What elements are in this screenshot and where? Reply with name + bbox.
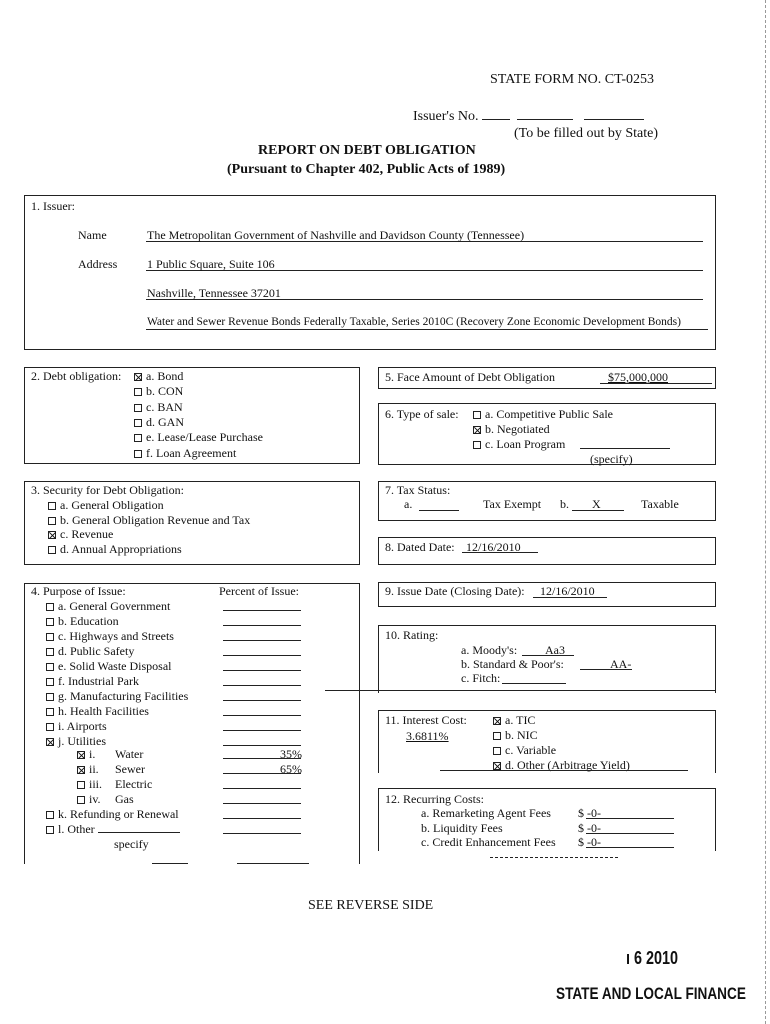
purpose-item-label: h. Health Facilities [58,704,149,718]
interest-option-label: d. Other (Arbitrage Yield) [505,758,630,772]
security-option [48,513,250,528]
utility-item [77,762,145,777]
purpose-label: 4. Purpose of Issue: [31,584,126,598]
interest-label: 11. Interest Cost: [385,713,467,727]
utility-label: Electric [115,777,153,791]
fitch-label: c. Fitch: [461,671,501,685]
sale-option-label: c. Loan Program [485,437,566,451]
sale-option [473,407,613,422]
checkbox[interactable] [46,633,54,641]
utility-num: iii. [89,777,103,791]
value-line [586,818,674,819]
checkbox[interactable] [46,708,54,716]
received-stamp-office: STATE AND LOCAL FINANCE [556,984,746,1003]
interest-option [493,728,538,743]
debt-obligation-label: 2. Debt obligation: [31,369,122,383]
page-subtitle: (Pursuant to Chapter 402, Public Acts of 1989) [227,162,506,177]
sale-option-label: b. Negotiated [485,422,550,436]
percent-line [223,715,301,716]
purpose-item [46,644,134,659]
tax-b-label: b. [560,497,569,511]
security-option-label: d. Annual Appropriations [60,541,182,556]
percent-line [223,700,301,701]
rating-label: 10. Rating: [385,628,439,642]
utility-label: Water [115,747,144,761]
debt-option-label: f. Loan Agreement [146,445,237,460]
debt-option-label: e. Lease/Lease Purchase [146,430,263,445]
checkbox[interactable] [134,404,142,412]
percent-line [223,788,301,789]
recurring-item-value: $ -0- [578,835,601,849]
checkbox[interactable] [134,434,142,442]
checkbox[interactable] [77,796,85,804]
dated-date-value: 12/16/2010 [466,540,521,554]
checkbox[interactable] [493,762,501,770]
interest-option-label: c. Variable [505,743,557,757]
issue-date-value: 12/16/2010 [540,584,595,598]
specify-label: specify [114,837,149,851]
checkbox[interactable] [46,693,54,701]
issuer-name: The Metropolitan Government of Nashville and Davidson County (Tennessee) [147,228,525,242]
utility-item [77,792,134,807]
debt-option [134,430,263,445]
checkbox[interactable] [473,426,481,434]
checkbox[interactable] [493,732,501,740]
checkbox[interactable] [77,751,85,759]
dated-date-label: 8. Dated Date: [385,540,455,554]
purpose-item-label: e. Solid Waste Disposal [58,659,172,673]
recurring-label: 12. Recurring Costs: [385,792,484,806]
purpose-item-label: g. Manufacturing Facilities [58,689,189,703]
sale-option [473,422,550,437]
sp-label: b. Standard & Poor's: [461,657,564,671]
page-title: REPORT ON DEBT OBLIGATION [258,143,476,158]
taxable-label: Taxable [641,497,679,511]
checkbox[interactable] [46,826,54,834]
utility-percent: 65% [280,762,302,776]
filled-note: (To be filled out by State) [514,126,659,141]
security-option [48,527,113,542]
interest-value: 3.6811% [406,729,449,743]
purpose-item [46,674,139,689]
checkbox[interactable] [46,618,54,626]
percent-line [223,655,301,656]
tax-a-label: a. [404,497,413,511]
checkbox[interactable] [46,648,54,656]
security-label: 3. Security for Debt Obligation: [31,483,184,497]
recurring-item-value: $ -0- [578,820,601,835]
value-line [586,847,674,848]
sale-option-label: a. Competitive Public Sale [485,407,613,421]
security-option [48,542,182,557]
checkbox[interactable] [46,663,54,671]
checkbox[interactable] [134,388,142,396]
security-option-label: c. Revenue [60,527,114,541]
taxable-mark: X [592,497,601,511]
utility-num: ii. [89,762,99,776]
other-item: l. Other [46,822,180,837]
percent-line [223,803,301,804]
moodys-label: a. Moody's: [461,643,518,657]
checkbox[interactable] [46,678,54,686]
percent-line [223,625,301,626]
recurring-item-value: $ -0- [578,806,601,820]
purpose-item-label: i. Airports [58,719,107,733]
checkbox[interactable] [46,723,54,731]
sale-specify: (specify) [590,452,633,466]
checkbox[interactable] [46,811,54,819]
checkbox[interactable] [473,441,481,449]
percent-line [223,685,301,686]
face-amount-value: $75,000,000 [608,370,668,384]
percent-line [223,610,301,611]
utility-item [77,777,152,792]
utility-label: Gas [115,792,134,806]
purpose-item [46,719,107,734]
checkbox[interactable] [48,531,56,539]
checkbox[interactable] [48,517,56,525]
purpose-item-label: c. Highways and Streets [58,629,174,643]
interest-option [493,743,556,758]
checkbox[interactable] [493,717,501,725]
address-line-1: 1 Public Square, Suite 106 [147,257,275,271]
checkbox[interactable] [134,450,142,458]
percent-line [223,640,301,641]
debt-option [134,446,236,461]
purpose-item-label: f. Industrial Park [58,674,139,688]
sale-type-label: 6. Type of sale: [385,407,459,421]
debt-option [134,415,184,430]
percent-line [223,745,301,746]
tax-status-label: 7. Tax Status: [385,483,451,497]
debt-option-label: d. GAN [146,414,184,429]
form-number: STATE FORM NO. CT-0253 [490,72,655,87]
checkbox[interactable] [77,766,85,774]
percent-line [223,730,301,731]
interest-option-label: a. TIC [505,713,536,727]
checkbox[interactable] [493,747,501,755]
received-stamp-date: ı 6 2010 [626,948,679,968]
debt-option [134,369,183,384]
utility-percent: 35% [280,747,302,761]
checkbox[interactable] [48,546,56,554]
debt-option [134,384,183,399]
address-label: Address [78,257,118,271]
obligation-description: Water and Sewer Revenue Bonds Federally Taxable, Series 2010C (Recovery Zone Economic Development Bonds) [147,316,681,328]
security-option [48,498,164,513]
utility-num: i. [89,747,96,761]
purpose-item [46,659,171,674]
percent-label: Percent of Issue: [219,584,299,598]
checkbox[interactable] [46,738,54,746]
interest-option [493,713,535,728]
value-line [586,833,674,834]
checkbox[interactable] [46,603,54,611]
checkbox[interactable] [48,502,56,510]
checkbox[interactable] [134,419,142,427]
face-amount-label: 5. Face Amount of Debt Obligation [385,370,555,384]
purpose-item-label: b. Education [58,614,119,628]
purpose-item [46,599,170,614]
name-label: Name [78,228,107,242]
utility-label: Sewer [115,762,145,776]
checkbox[interactable] [77,781,85,789]
address-line-2: Nashville, Tennessee 37201 [147,286,281,300]
issue-date-label: 9. Issue Date (Closing Date): [385,584,525,598]
utility-num: iv. [89,792,101,806]
purpose-item [46,689,188,704]
sale-option [473,437,565,452]
purpose-item [46,629,174,644]
purpose-item-label: d. Public Safety [58,644,135,658]
purpose-item [46,614,119,629]
interest-option-label: b. NIC [505,728,538,742]
purpose-item-label: a. General Government [58,599,171,613]
purpose-item-label: j. Utilities [58,734,106,748]
checkbox[interactable] [134,373,142,381]
percent-line [223,670,301,671]
utility-item [77,747,143,762]
moodys-value: Aa3 [545,643,565,657]
recurring-item-label: a. Remarketing Agent Fees [421,806,551,820]
scan-edge [764,0,766,1024]
refunding-item: k. Refunding or Renewal [46,807,179,822]
debt-option-label: c. BAN [146,399,183,414]
purpose-item [46,704,149,719]
issuer-label: 1. Issuer: [31,199,75,213]
security-option-label: a. General Obligation [60,498,164,512]
recurring-item-label: b. Liquidity Fees [421,820,503,835]
debt-option-label: a. Bond [146,369,184,383]
see-reverse-side: SEE REVERSE SIDE [308,898,434,913]
recurring-item-label: c. Credit Enhancement Fees [421,835,556,849]
debt-option-label: b. CON [146,384,184,399]
issuers-no-label: Issuer's No. [413,109,644,125]
security-option-label: b. General Obligation Revenue and Tax [60,512,251,527]
tax-exempt-label: Tax Exempt [483,497,542,511]
sp-value: AA- [610,657,632,671]
debt-option [134,400,183,415]
checkbox[interactable] [473,411,481,419]
